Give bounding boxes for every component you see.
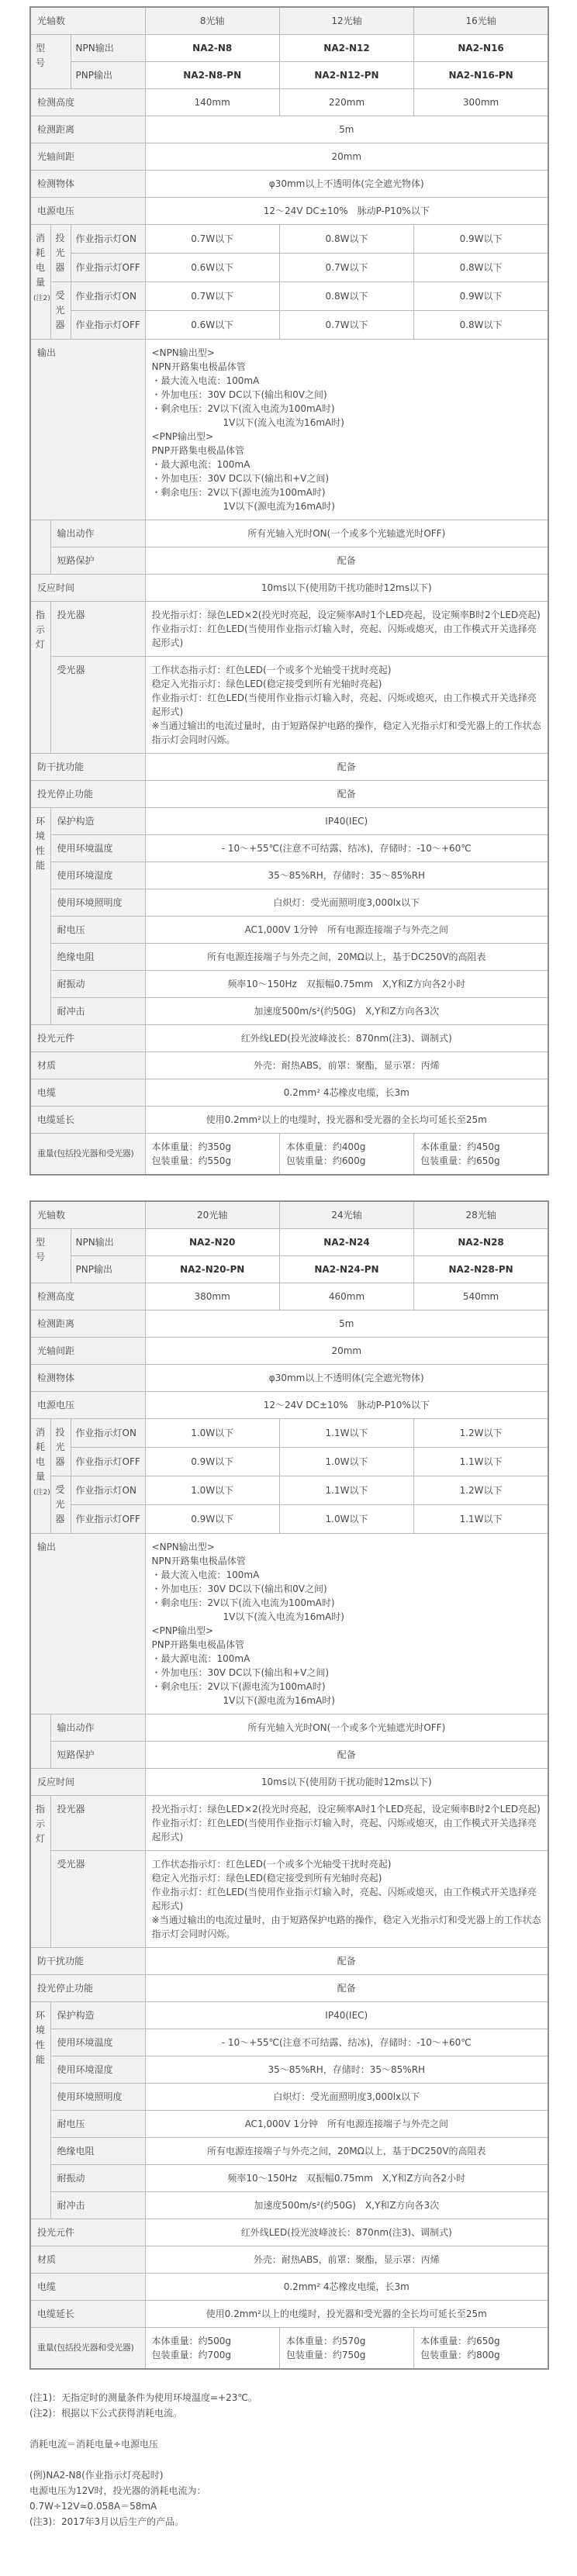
cell: 1.0W以下 bbox=[279, 1448, 413, 1476]
group-label-text: 消耗电量 bbox=[36, 1427, 46, 1482]
cell: 5m bbox=[145, 1310, 548, 1338]
output-sub-spacer bbox=[30, 1714, 50, 1769]
row-label: 投光器 bbox=[50, 1796, 145, 1851]
cell: 1.0W以下 bbox=[145, 1476, 279, 1505]
output-sub-spacer bbox=[30, 520, 50, 575]
row-response-time bbox=[30, 1769, 548, 1796]
cell: 白炽灯：受光面照明度3,000lx以下 bbox=[145, 889, 548, 917]
cell: 300mm bbox=[414, 89, 548, 116]
row-env-illuminance bbox=[30, 889, 548, 917]
row-env-insulation bbox=[30, 944, 548, 971]
row-label: 作业指示灯ON bbox=[71, 225, 145, 254]
cell: 0.8W以下 bbox=[279, 225, 413, 254]
row-emitting-element bbox=[30, 1025, 548, 1052]
model-cell: NA2-N24-PN bbox=[279, 1256, 413, 1283]
cell: 1.0W以下 bbox=[279, 1505, 413, 1534]
row-label: 耐振动 bbox=[50, 971, 145, 998]
row-label: 使用环境照明度 bbox=[50, 889, 145, 917]
row-label: 作业指示灯OFF bbox=[71, 1505, 145, 1534]
cell: 0.9W以下 bbox=[145, 1448, 279, 1476]
row-model-pnp bbox=[30, 1256, 548, 1283]
row-env-shock bbox=[30, 2192, 548, 2219]
row-label: 投光器 bbox=[50, 602, 145, 657]
group-label-text: 指示灯 bbox=[36, 1804, 46, 1844]
group-label-model bbox=[30, 35, 71, 89]
row-label: 电缆 bbox=[30, 2274, 145, 2301]
group-label-note: (注2) bbox=[33, 1489, 50, 1497]
row-label: 电源电压 bbox=[30, 198, 145, 225]
cell: 使用0.2mm²以上的电缆时，投光器和受光器的全长均可延长至25m bbox=[145, 2301, 548, 2328]
row-label: 使用环境照明度 bbox=[50, 2084, 145, 2111]
row-label: 受光器 bbox=[50, 1851, 145, 1948]
cell: 1.2W以下 bbox=[414, 1419, 548, 1448]
row-label: PNP输出 bbox=[71, 62, 145, 89]
cell: 460mm bbox=[279, 1283, 413, 1310]
weight-cell: 本体重量：约500g 包装重量：约700g bbox=[145, 2328, 279, 2370]
group-label-emitter bbox=[50, 225, 71, 282]
row-supply-voltage bbox=[30, 198, 548, 225]
row-indicator-emitter bbox=[30, 602, 548, 657]
cell: 配备 bbox=[145, 1975, 548, 2002]
row-optical-axes bbox=[30, 7, 548, 35]
row-power-emitter-on bbox=[30, 1419, 548, 1448]
row-model-npn bbox=[30, 35, 548, 62]
row-label: 电源电压 bbox=[30, 1392, 145, 1419]
group-label-model bbox=[30, 1229, 71, 1283]
cell: 所有光轴入光时ON(一个或多个光轴遮光时OFF) bbox=[145, 1714, 548, 1742]
row-label: 电缆延长 bbox=[30, 1107, 145, 1134]
cell: 配备 bbox=[145, 1948, 548, 1975]
cell: 所有电源连接端子与外壳之间，20MΩ以上，基于DC250V的高阻表 bbox=[145, 2138, 548, 2165]
row-beam-pitch bbox=[30, 1338, 548, 1365]
row-label: 反应时间 bbox=[30, 1769, 145, 1796]
cell: 0.8W以下 bbox=[414, 311, 548, 340]
cell: AC1,000V 1分钟 所有电源连接端子与外壳之间 bbox=[145, 2111, 548, 2138]
row-sensing-range bbox=[30, 1310, 548, 1338]
row-model-npn bbox=[30, 1229, 548, 1256]
group-label-text: 型号 bbox=[36, 1237, 46, 1262]
row-env-humidity bbox=[30, 2056, 548, 2084]
row-label: 耐电压 bbox=[50, 917, 145, 944]
cell: 140mm bbox=[145, 89, 279, 116]
cell: 白炽灯：受光面照明度3,000lx以下 bbox=[145, 2084, 548, 2111]
row-env-illuminance bbox=[30, 2084, 548, 2111]
cell: φ30mm以上不透明体(完全遮光物体) bbox=[145, 171, 548, 198]
weight-cell: 本体重量：约350g 包装重量：约550g bbox=[145, 1134, 279, 1176]
row-label: PNP输出 bbox=[71, 1256, 145, 1283]
row-label: 光轴数 bbox=[30, 1201, 145, 1229]
cell: 12～24V DC±10% 脉动P-P10%以下 bbox=[145, 1392, 548, 1419]
cell: 380mm bbox=[145, 1283, 279, 1310]
row-env-vibration bbox=[30, 971, 548, 998]
group-label-text: 指示灯 bbox=[36, 609, 46, 650]
cell: 频率10～150Hz 双振幅0.75mm X,Y和Z方向各2小时 bbox=[145, 2165, 548, 2192]
row-label: 投光元件 bbox=[30, 1025, 145, 1052]
group-label-emitter bbox=[50, 1419, 71, 1476]
cell: 0.7W以下 bbox=[279, 254, 413, 282]
indicator-emitter-text: 投光指示灯：绿色LED×2(投光时亮起，设定频率A时1个LED亮起，设定频率B时2个LED亮起) 作业指示灯：红色LED(当使用作业指示灯输入时，亮起、闪烁或熄灭，由工作模式开关选择亮起形式) bbox=[145, 602, 548, 657]
row-label: 耐冲击 bbox=[50, 998, 145, 1025]
group-label-indicator bbox=[30, 1796, 50, 1948]
cell: 0.9W以下 bbox=[414, 225, 548, 254]
row-label: 作业指示灯OFF bbox=[71, 311, 145, 340]
cell: 0.7W以下 bbox=[279, 311, 413, 340]
row-label: 检测高度 bbox=[30, 1283, 145, 1310]
row-power-receiver-on bbox=[30, 1476, 548, 1505]
row-output bbox=[30, 340, 548, 520]
row-power-receiver-on bbox=[30, 282, 548, 311]
model-cell: NA2-N20 bbox=[145, 1229, 279, 1256]
row-label: 光轴数 bbox=[30, 7, 145, 35]
weight-cell: 本体重量：约650g 包装重量：约800g bbox=[414, 2328, 548, 2370]
row-cable bbox=[30, 2274, 548, 2301]
cell: 使用0.2mm²以上的电缆时，投光器和受光器的全长均可延长至25m bbox=[145, 1107, 548, 1134]
row-sensing-height bbox=[30, 1283, 548, 1310]
cell: 0.6W以下 bbox=[145, 254, 279, 282]
row-label: 耐电压 bbox=[50, 2111, 145, 2138]
row-label: 作业指示灯ON bbox=[71, 1476, 145, 1505]
group-label-indicator bbox=[30, 602, 50, 754]
cell: 外壳：耐热ABS，前罩：聚酯，显示罩：丙烯 bbox=[145, 1052, 548, 1079]
group-label-receiver bbox=[50, 282, 71, 340]
model-cell: NA2-N12-PN bbox=[279, 62, 413, 89]
row-model-pnp bbox=[30, 62, 548, 89]
row-label: 使用环境湿度 bbox=[50, 2056, 145, 2084]
row-label: NPN输出 bbox=[71, 1229, 145, 1256]
row-label: 输出动作 bbox=[50, 520, 145, 547]
row-beam-pitch bbox=[30, 143, 548, 171]
group-label-text: 受光器 bbox=[55, 1484, 65, 1525]
row-power-receiver-off bbox=[30, 1505, 548, 1534]
group-label-text: 环境性能 bbox=[36, 816, 46, 871]
row-label: 投光元件 bbox=[30, 2219, 145, 2246]
spec-table-20-28-axes bbox=[29, 1200, 549, 2370]
row-env-vibration bbox=[30, 2165, 548, 2192]
row-label: 防干扰功能 bbox=[30, 754, 145, 781]
row-label: 作业指示灯ON bbox=[71, 1419, 145, 1448]
cell: 0.7W以下 bbox=[145, 282, 279, 311]
group-label-power bbox=[30, 1419, 50, 1534]
note-2: (注2)：根据以下公式获得消耗电流。 bbox=[29, 2408, 182, 2419]
model-cell: NA2-N12 bbox=[279, 35, 413, 62]
row-label: 防干扰功能 bbox=[30, 1948, 145, 1975]
row-sensing-object bbox=[30, 1365, 548, 1392]
row-sensing-range bbox=[30, 116, 548, 143]
row-power-emitter-off bbox=[30, 254, 548, 282]
note-3: (注3)：2017年3月以后生产的产品。 bbox=[29, 2516, 185, 2527]
group-label-text: 消耗电量 bbox=[36, 233, 46, 288]
footnotes bbox=[29, 2390, 549, 2529]
cell: 配备 bbox=[145, 754, 548, 781]
model-cell: NA2-N8 bbox=[145, 35, 279, 62]
cell: 外壳：耐热ABS，前罩：聚酯，显示罩：丙烯 bbox=[145, 2246, 548, 2274]
note-formula: 消耗电流＝消耗电量÷电源电压 bbox=[29, 2439, 159, 2450]
axes-header-cell: 28光轴 bbox=[414, 1201, 548, 1229]
cell: 红外线LED(投光波峰波长：870nm(注3)、调制式) bbox=[145, 2219, 548, 2246]
row-label: 检测距离 bbox=[30, 116, 145, 143]
row-label: 耐振动 bbox=[50, 2165, 145, 2192]
cell: 0.2mm² 4芯橡皮电缆，长3m bbox=[145, 2274, 548, 2301]
cell: 20mm bbox=[145, 143, 548, 171]
axes-header-cell: 20光轴 bbox=[145, 1201, 279, 1229]
model-cell: NA2-N20-PN bbox=[145, 1256, 279, 1283]
cell: 红外线LED(投光波峰波长：870nm(注3)、调制式) bbox=[145, 1025, 548, 1052]
cell: 0.2mm² 4芯橡皮电缆，长3m bbox=[145, 1079, 548, 1107]
row-power-receiver-off bbox=[30, 311, 548, 340]
row-label: 短路保护 bbox=[50, 547, 145, 575]
note-example-calc: 0.7W÷12V≈0.058A＝58mA bbox=[29, 2501, 157, 2512]
axes-header-cell: 16光轴 bbox=[414, 7, 548, 35]
row-label: 检测物体 bbox=[30, 1365, 145, 1392]
row-label: 输出 bbox=[30, 1534, 145, 1714]
row-label: 光轴间距 bbox=[30, 1338, 145, 1365]
row-indicator-receiver bbox=[30, 1851, 548, 1948]
cell: - 10～+55℃(注意不可结露、结冰)，存储时：-10～+60℃ bbox=[145, 835, 548, 862]
row-cable-extension bbox=[30, 2301, 548, 2328]
cell: 12～24V DC±10% 脉动P-P10%以下 bbox=[145, 198, 548, 225]
row-power-emitter-off bbox=[30, 1448, 548, 1476]
group-label-text: 受光器 bbox=[55, 290, 65, 330]
row-label: 保护构造 bbox=[50, 2002, 145, 2029]
note-example-title: (例)NA2-N8(作业指示灯亮起时) bbox=[29, 2470, 164, 2481]
row-material bbox=[30, 2246, 548, 2274]
cell: 1.1W以下 bbox=[279, 1476, 413, 1505]
cell: 35～85%RH，存储时：35～85%RH bbox=[145, 2056, 548, 2084]
row-cable-extension bbox=[30, 1107, 548, 1134]
row-label: 使用环境温度 bbox=[50, 2029, 145, 2056]
cell: 540mm bbox=[414, 1283, 548, 1310]
row-label: 绝缘电阻 bbox=[50, 944, 145, 971]
row-indicator-emitter bbox=[30, 1796, 548, 1851]
row-label: 保护构造 bbox=[50, 808, 145, 835]
model-cell: NA2-N16 bbox=[414, 35, 548, 62]
indicator-receiver-text: 工作状态指示灯：红色LED(一个或多个光轴受干扰时亮起) 稳定入光指示灯：绿色LED(稳定接受到所有光轴时亮起) 作业指示灯：红色LED(当使用作业指示灯输入时，亮起、闪烁或熄灭，由工作模式开关选择亮起形式) ※当通过输出的电流过量时，由于短路保护电路的操作，稳定入光指示灯和受光器上的工作状态指示灯会同时闪烁。 bbox=[145, 1851, 548, 1948]
row-label: 光轴间距 bbox=[30, 143, 145, 171]
cell: 1.2W以下 bbox=[414, 1476, 548, 1505]
group-label-receiver bbox=[50, 1476, 71, 1534]
cell: 频率10～150Hz 双振幅0.75mm X,Y和Z方向各2小时 bbox=[145, 971, 548, 998]
row-label: 使用环境温度 bbox=[50, 835, 145, 862]
row-output-operation bbox=[30, 520, 548, 547]
row-weight bbox=[30, 2328, 548, 2370]
row-env-protection bbox=[30, 2002, 548, 2029]
group-label-environment bbox=[30, 808, 50, 1025]
cell: φ30mm以上不透明体(完全遮光物体) bbox=[145, 1365, 548, 1392]
cell: 220mm bbox=[279, 89, 413, 116]
cell: IP40(IEC) bbox=[145, 808, 548, 835]
row-optical-axes bbox=[30, 1201, 548, 1229]
note-1: (注1)：无指定时的测量条件为使用环境温度=+23℃。 bbox=[29, 2392, 257, 2403]
cell: 10ms以下(使用防干扰功能时12ms以下) bbox=[145, 1769, 548, 1796]
cell: 1.0W以下 bbox=[145, 1419, 279, 1448]
cell: 0.7W以下 bbox=[145, 225, 279, 254]
row-sensing-height bbox=[30, 89, 548, 116]
model-cell: NA2-N16-PN bbox=[414, 62, 548, 89]
row-label: NPN输出 bbox=[71, 35, 145, 62]
cell: 配备 bbox=[145, 781, 548, 808]
cell: 0.9W以下 bbox=[145, 1505, 279, 1534]
row-env-withstand-voltage bbox=[30, 917, 548, 944]
cell: 1.1W以下 bbox=[414, 1448, 548, 1476]
row-indicator-receiver bbox=[30, 657, 548, 754]
row-label: 反应时间 bbox=[30, 575, 145, 602]
model-cell: NA2-N28 bbox=[414, 1229, 548, 1256]
row-emitting-element bbox=[30, 2219, 548, 2246]
row-label: 短路保护 bbox=[50, 1742, 145, 1769]
row-power-emitter-on bbox=[30, 225, 548, 254]
cell: AC1,000V 1分钟 所有电源连接端子与外壳之间 bbox=[145, 917, 548, 944]
row-weight bbox=[30, 1134, 548, 1176]
row-interference-prevention bbox=[30, 754, 548, 781]
weight-cell: 本体重量：约450g 包装重量：约650g bbox=[414, 1134, 548, 1176]
cell: 所有光轴入光时ON(一个或多个光轴遮光时OFF) bbox=[145, 520, 548, 547]
axes-header-cell: 12光轴 bbox=[279, 7, 413, 35]
row-label: 作业指示灯ON bbox=[71, 282, 145, 311]
row-material bbox=[30, 1052, 548, 1079]
row-cable bbox=[30, 1079, 548, 1107]
note-example-line: 电源电压为12V时，投光器的消耗电流为： bbox=[29, 2485, 206, 2496]
model-cell: NA2-N28-PN bbox=[414, 1256, 548, 1283]
cell: 所有电源连接端子与外壳之间，20MΩ以上，基于DC250V的高阻表 bbox=[145, 944, 548, 971]
cell: 35～85%RH，存储时：35～85%RH bbox=[145, 862, 548, 889]
spec-table-8-16-axes bbox=[29, 6, 549, 1176]
cell: IP40(IEC) bbox=[145, 2002, 548, 2029]
row-sensing-object bbox=[30, 171, 548, 198]
row-supply-voltage bbox=[30, 1392, 548, 1419]
model-cell: NA2-N24 bbox=[279, 1229, 413, 1256]
row-output-operation bbox=[30, 1714, 548, 1742]
weight-cell: 本体重量：约400g 包装重量：约600g bbox=[279, 1134, 413, 1176]
row-env-shock bbox=[30, 998, 548, 1025]
cell: 1.1W以下 bbox=[414, 1505, 548, 1534]
row-label: 作业指示灯OFF bbox=[71, 1448, 145, 1476]
row-interference-prevention bbox=[30, 1948, 548, 1975]
group-label-text: 型号 bbox=[36, 43, 46, 68]
row-label: 投光停止功能 bbox=[30, 781, 145, 808]
indicator-emitter-text: 投光指示灯：绿色LED×2(投光时亮起，设定频率A时1个LED亮起，设定频率B时2个LED亮起) 作业指示灯：红色LED(当使用作业指示灯输入时，亮起、闪烁或熄灭，由工作模式开关选择亮起形式) bbox=[145, 1796, 548, 1851]
row-label: 输出 bbox=[30, 340, 145, 520]
row-env-humidity bbox=[30, 862, 548, 889]
axes-header-cell: 24光轴 bbox=[279, 1201, 413, 1229]
row-label: 检测距离 bbox=[30, 1310, 145, 1338]
cell: 加速度500m/s²(约50G) X,Y和Z方向各3次 bbox=[145, 998, 548, 1025]
group-label-text: 环境性能 bbox=[36, 2010, 46, 2065]
group-label-text: 投光器 bbox=[55, 233, 65, 273]
cell: 20mm bbox=[145, 1338, 548, 1365]
row-response-time bbox=[30, 575, 548, 602]
row-label: 检测物体 bbox=[30, 171, 145, 198]
row-label: 投光停止功能 bbox=[30, 1975, 145, 2002]
group-label-note: (注2) bbox=[33, 295, 50, 302]
row-short-circuit bbox=[30, 1742, 548, 1769]
row-emission-halt bbox=[30, 781, 548, 808]
row-env-withstand-voltage bbox=[30, 2111, 548, 2138]
row-env-temperature bbox=[30, 835, 548, 862]
group-label-text: 投光器 bbox=[55, 1427, 65, 1467]
row-label: 使用环境湿度 bbox=[50, 862, 145, 889]
cell: 加速度500m/s²(约50G) X,Y和Z方向各3次 bbox=[145, 2192, 548, 2219]
row-label: 检测高度 bbox=[30, 89, 145, 116]
row-label: 耐冲击 bbox=[50, 2192, 145, 2219]
cell: 配备 bbox=[145, 1742, 548, 1769]
row-label: 重量(包括投光器和受光器) bbox=[30, 1134, 145, 1176]
row-label: 材质 bbox=[30, 1052, 145, 1079]
group-label-environment bbox=[30, 2002, 50, 2219]
row-emission-halt bbox=[30, 1975, 548, 2002]
weight-cell: 本体重量：约570g 包装重量：约750g bbox=[279, 2328, 413, 2370]
row-env-insulation bbox=[30, 2138, 548, 2165]
cell: 1.1W以下 bbox=[279, 1419, 413, 1448]
row-label: 输出动作 bbox=[50, 1714, 145, 1742]
cell: 0.8W以下 bbox=[414, 254, 548, 282]
row-label: 材质 bbox=[30, 2246, 145, 2274]
group-label-power bbox=[30, 225, 50, 340]
cell: - 10～+55℃(注意不可结露、结冰)，存储时：-10～+60℃ bbox=[145, 2029, 548, 2056]
indicator-receiver-text: 工作状态指示灯：红色LED(一个或多个光轴受干扰时亮起) 稳定入光指示灯：绿色LED(稳定接受到所有光轴时亮起) 作业指示灯：红色LED(当使用作业指示灯输入时，亮起、闪烁或熄灭，由工作模式开关选择亮起形式) ※当通过输出的电流过量时，由于短路保护电路的操作，稳定入光指示灯和受光器上的工作状态指示灯会同时闪烁。 bbox=[145, 657, 548, 754]
row-label: 电缆 bbox=[30, 1079, 145, 1107]
axes-header-cell: 8光轴 bbox=[145, 7, 279, 35]
row-env-protection bbox=[30, 808, 548, 835]
cell: 5m bbox=[145, 116, 548, 143]
row-output bbox=[30, 1534, 548, 1714]
row-short-circuit bbox=[30, 547, 548, 575]
cell: 0.6W以下 bbox=[145, 311, 279, 340]
row-label: 绝缘电阻 bbox=[50, 2138, 145, 2165]
row-env-temperature bbox=[30, 2029, 548, 2056]
cell: 0.9W以下 bbox=[414, 282, 548, 311]
output-spec-text: <NPN输出型> NPN开路集电极晶体管 ・最大流入电流：100mA ・外加电压：30V DC以下(输出和0V之间) ・剩余电压：2V以下(流入电流为100mA时) 1V以下(流入电流为16mA时) <PNP输出型> PNP开路集电极晶体管 ・最大源电流：100mA ・外加电压：30V DC以下(输出和+V之间) ・剩余电压：2V以下(源电流为100mA时) 1V以下(源电流为16mA时) bbox=[145, 340, 548, 520]
model-cell: NA2-N8-PN bbox=[145, 62, 279, 89]
cell: 10ms以下(使用防干扰功能时12ms以下) bbox=[145, 575, 548, 602]
cell: 配备 bbox=[145, 547, 548, 575]
row-label: 电缆延长 bbox=[30, 2301, 145, 2328]
row-label: 重量(包括投光器和受光器) bbox=[30, 2328, 145, 2370]
row-label: 受光器 bbox=[50, 657, 145, 754]
cell: 0.8W以下 bbox=[279, 282, 413, 311]
row-label: 作业指示灯OFF bbox=[71, 254, 145, 282]
output-spec-text: <NPN输出型> NPN开路集电极晶体管 ・最大流入电流：100mA ・外加电压：30V DC以下(输出和0V之间) ・剩余电压：2V以下(流入电流为100mA时) 1V以下(流入电流为16mA时) <PNP输出型> PNP开路集电极晶体管 ・最大源电流：100mA ・外加电压：30V DC以下(输出和+V之间) ・剩余电压：2V以下(源电流为100mA时) 1V以下(源电流为16mA时) bbox=[145, 1534, 548, 1714]
